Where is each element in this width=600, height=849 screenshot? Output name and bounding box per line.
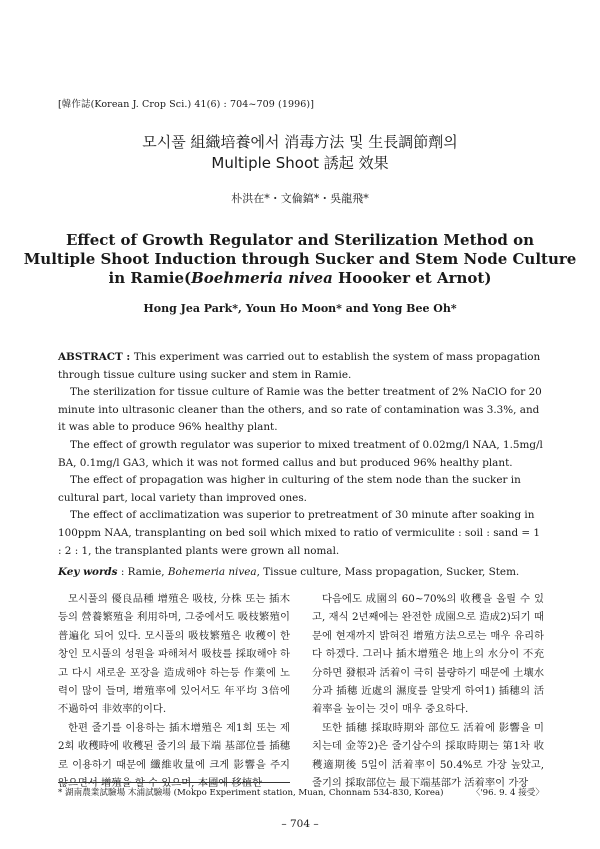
- body-column-right: [312, 590, 544, 792]
- abstract-paragraph: The effect of propagation was higher in culturing of the stem node than the sucker in cultural part, local variety than improved ones.: [58, 474, 521, 504]
- body-paragraph: 모시풀의 優良品種 增殖은 吸枝, 分株 또는 插木등의 營養繁殖을 利用하며, 그중에서도 吸枝繁殖이 普遍化 되어 있다. 모시풀의 吸枝繁殖은 收穫이 한창인 모시풀의 성원을 파해쳐서 吸枝를 採取해야 하고 다시 새로운 포장을 造成해야 하는등 作業에 노력이 많이 들며, 增殖率에 있어서도 年平均 3倍에 不過하여 非效率的이다.: [58, 593, 290, 716]
- footnote-affiliation: * 湖南農業試驗場 木浦試驗場 (Mokpo Experiment station, Muan, Chonnam 534-830, Korea): [58, 788, 444, 798]
- journal-citation: [韓作誌(Korean J. Crop Sci.) 41(6) : 704~709 (1996)]: [58, 99, 315, 110]
- page-number: – 704 –: [281, 818, 319, 830]
- keywords-text-after: , Tissue culture, Mass propagation, Sucker, Stem.: [256, 566, 520, 578]
- footnote-rule: [58, 782, 290, 783]
- keywords-text-before: : Ramie,: [117, 566, 168, 578]
- korean-authors: 朴洪在*・文倫鎬*・吳龍飛*: [231, 192, 369, 205]
- english-title-line-3-prefix: in Ramie(: [108, 269, 192, 287]
- abstract-heading: ABSTRACT :: [58, 351, 134, 363]
- body-column-left: [58, 590, 290, 792]
- english-title-species: Boehmeria nivea: [191, 269, 333, 287]
- keywords: [58, 566, 544, 578]
- english-title-line-3-suffix: Hoooker et Arnot): [332, 269, 492, 287]
- abstract-text: This experiment was carried out to establish the system of mass propagation through tissue culture using sucker and stem in Ramie.: [58, 351, 541, 381]
- korean-title-line-1: 모시풀 組織培養에서 消毒方法 및 生長調節劑의: [142, 133, 458, 151]
- english-title-line-3: [0, 269, 600, 287]
- english-title-line-2: Multiple Shoot Induction through Sucker and Stem Node Culture: [23, 250, 577, 268]
- footnote-received-date: 〈'96. 9. 4 接受〉: [471, 788, 544, 798]
- abstract: [58, 349, 544, 560]
- abstract-paragraph: [58, 349, 544, 384]
- body-paragraph: 또한 插穗 採取時期와 部位도 活着에 影響을 미치는데 金等2)은 줄기삽수의 採取時期는 第1차 收穫適期後 5일이 活着率이 50.4%로 가장 높았고, 줄기의 採取部位는 最下端基部가 活着率이 가장: [312, 721, 544, 790]
- footnote: [58, 786, 544, 798]
- keywords-heading: Key words: [58, 566, 118, 578]
- abstract-paragraph: The effect of growth regulator was superior to mixed treatment of 0.02mg/l NAA, 1.5mg/l BA, 0.1mg/l GA3, which it was not formed callus and but produced 96% healthy plant.: [58, 438, 543, 469]
- english-title-line-1: Effect of Growth Regulator and Sterilization Method on: [65, 231, 535, 249]
- body-paragraph: 다음에도 成園의 60~70%의 收穫을 올릴 수 있고, 재식 2년째에는 완전한 成園으로 造成2)되기 때문에 현재까지 밝혀진 增殖方法으로는 매우 유리하다 하겠다. 그러나 插木增殖은 地上의 水分이 不充分하면 發根과 活着이 극히 불량하기 때문에 土壤水分과 插穗 近處의 濕度를 알맞게 하여1) 插穗의 活着率을 높이는 것이 매우 중요하다.: [312, 593, 544, 716]
- abstract-paragraph: The effect of acclimatization was superior to pretreatment of 30 minute after soaking in 100ppm NAA, transplanting on bed soil which mixed to ratio of vermiculite : soil : sand = 1 : 2 : 1, the transplanted plants were grown all nomal.: [58, 509, 541, 557]
- body-paragraph: 한편 줄기를 이용하는 插木增殖은 제1회 또는 제2회 收穫時에 收穫된 줄기의 最下端 基部位를 插穗로 이용하기 때문에 纖維收量에 크게 影響을 주지 않으면서 增殖을 할 수 있으며, 本圃에 移植한: [58, 721, 290, 790]
- abstract-paragraph: The sterilization for tissue culture of Ramie was the better treatment of 2% NaClO for 20 minute into ultrasonic cleaner than the others, and so rate of contamination was 3.3%, and it was able to produce 96% healthy plant.: [58, 386, 542, 434]
- english-authors: Hong Jea Park*, Youn Ho Moon* and Yong Bee Oh*: [143, 302, 457, 315]
- korean-title-line-2: Multiple Shoot 誘起 效果: [211, 154, 389, 172]
- keywords-species: Bohemeria nivea: [167, 566, 257, 578]
